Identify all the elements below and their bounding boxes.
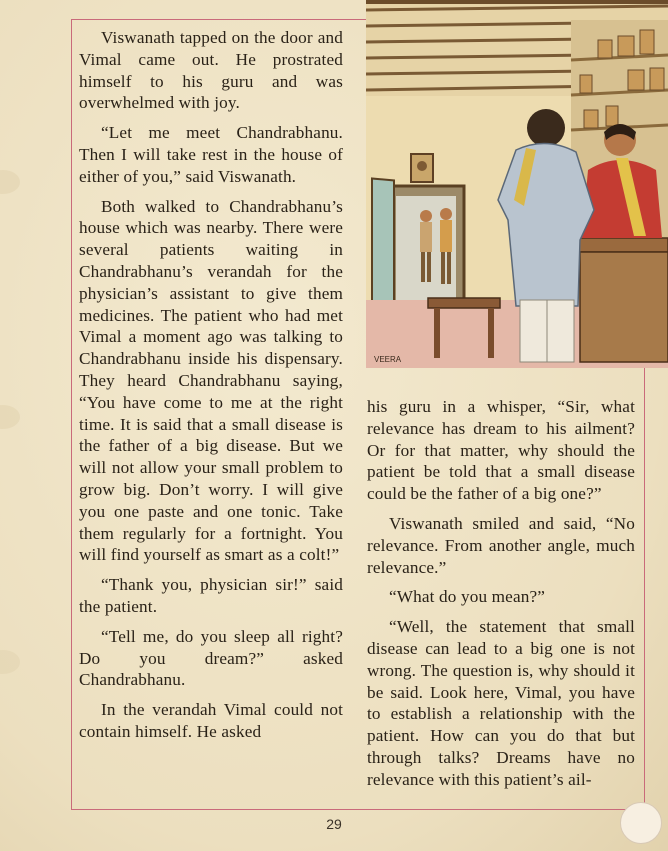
story-illustration	[366, 0, 668, 368]
right-column	[367, 396, 635, 799]
binding-hole	[0, 405, 20, 429]
binding-hole	[0, 170, 20, 194]
library-stamp-icon	[620, 802, 662, 844]
artist-signature: VEERA	[374, 355, 402, 364]
page-number: 29	[326, 816, 342, 832]
paragraph: “Well, the statement that small disease can lead to a big one is not wrong. The question is, why should it be said. Look here, Vimal, you have to establish a relationship with the patient. How can you do that but through talks? Dreams have no relevance with this patient’s ail-	[367, 617, 635, 789]
paragraph: “What do you mean?”	[389, 587, 546, 607]
binding-hole	[0, 650, 20, 674]
paragraph: “Let me meet Chandrabhanu. Then I will take rest in the house of either of you,” said Viswanath.	[79, 123, 343, 186]
paragraph: In the verandah Vimal could not contain himself. He asked	[79, 700, 343, 741]
paragraph: Viswanath smiled and said, “No relevance. From another angle, much relevance.”	[367, 513, 635, 577]
illustration-svg	[366, 0, 668, 368]
paragraph: “Tell me, do you sleep all right? Do you dream?” asked Chandrabhanu.	[79, 626, 343, 690]
paragraph: Viswanath tapped on the door and Vimal came out. He prostrated himself to his guru and was overwhelmed with joy.	[79, 28, 343, 113]
paragraph: “Thank you, physician sir!” said the patient.	[79, 575, 343, 616]
paragraph: Both walked to Chandrabhanu’s house which was nearby. There were several patients waiting in Chandrabhanu’s verandah for the physician’s assistant to give them medicines. The patient who had met Vimal a moment ago was talking to Chandrabhanu inside his dispensary. They heard Chandrabhanu saying, “You have come to me at the right time. It is said that a small disease is the father of a big disease. But we will not allow your small problem to grow big. Don’t worry. I will give you one paste and one tonic. Take them regularly for a fortnight. You will find yourself as smart as a colt!”	[79, 196, 343, 565]
paragraph: his guru in a whisper, “Sir, what relevance has dream to his ailment? Or for that matter, why should the patient be told that a small disease could be the father of a big one?”	[367, 397, 635, 504]
left-column	[79, 27, 343, 751]
